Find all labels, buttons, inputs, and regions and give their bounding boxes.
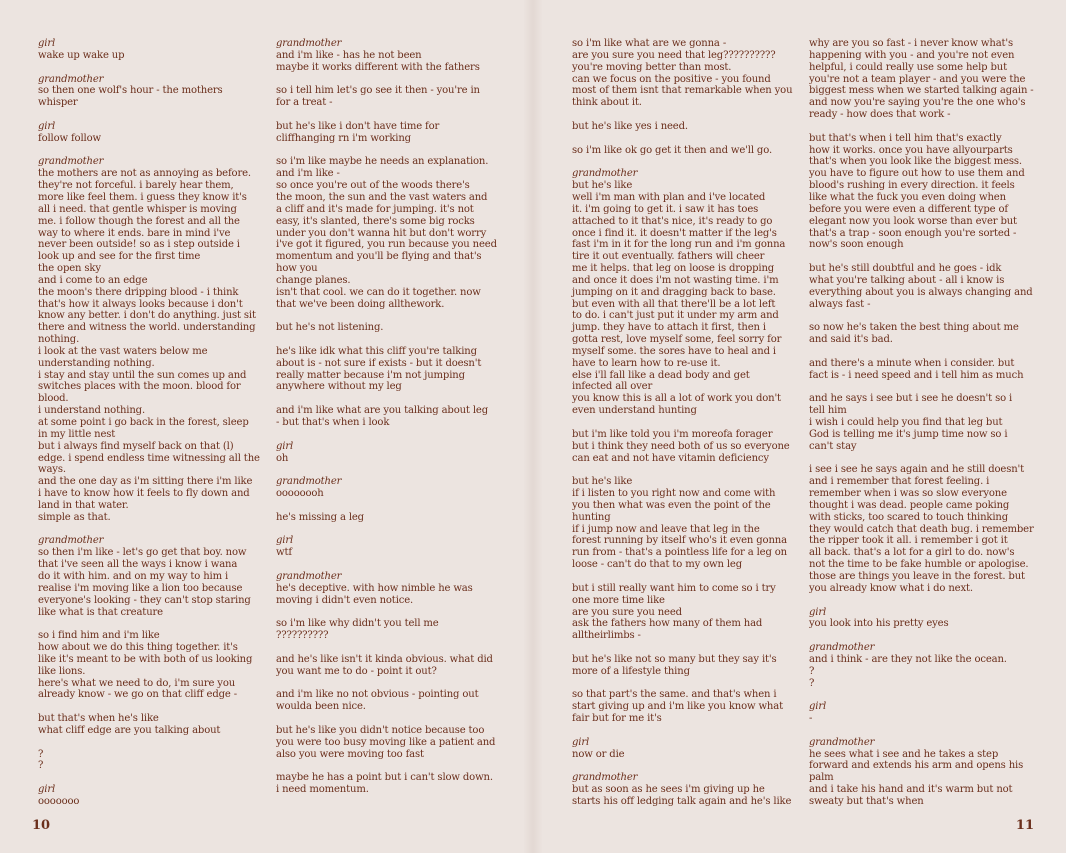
text-line: can eat and not have vitamin deficiency [572, 452, 769, 464]
text-line: but he's like [572, 476, 633, 488]
speaker-label: girl [276, 440, 294, 452]
text-line: how you [276, 263, 318, 275]
text-line: i've got it figured, you run because you need [276, 239, 497, 251]
text-block [572, 654, 794, 678]
text-block [276, 512, 504, 524]
text-line: you then what was even the point of the [572, 499, 771, 511]
text-block [572, 737, 794, 761]
text-line: so i tell him let's go see it then - you're in [276, 85, 480, 97]
text-line: ? [38, 760, 44, 772]
text-line: way to where it ends. bare in mind i've [38, 227, 231, 239]
text-block [572, 121, 794, 133]
text-line: like it's meant to be with both of us looking [38, 653, 253, 665]
text-line: he's missing a leg [276, 511, 364, 523]
text-line: follow follow [38, 132, 101, 144]
text-line: you look into his pretty eyes [809, 618, 949, 630]
text-line: happening with you - and you're not even [809, 49, 1015, 61]
text-line: also you were moving too fast [276, 748, 424, 760]
text-line: and he's like isn't it kinda obvious. what did [276, 653, 493, 665]
text-line: all back. that's a lot for a girl to do. now's [809, 547, 1015, 559]
text-line: jump. they have to attach it first, then i [572, 322, 766, 334]
text-line: so i'm like why didn't you tell me [276, 618, 439, 630]
text-line: the moon, the sun and the vast waters and [276, 191, 488, 203]
speaker-label: grandmother [276, 570, 342, 582]
text-line: but he's like you didn't notice because too [276, 724, 485, 736]
text-line: but i'm like told you i'm moreofa forager [572, 428, 773, 440]
text-block [38, 74, 268, 110]
text-line: alltheirlimbs - [572, 630, 641, 642]
text-line: you want me to do - point it out? [276, 665, 437, 677]
text-line: fast i'm in it for the long run and i'm gonna [572, 239, 786, 251]
text-block [572, 689, 794, 725]
text-line: what you're talking about - all i know is [809, 274, 1005, 286]
text-line: most of them isnt that remarkable when you [572, 85, 793, 97]
speaker-label: grandmother [572, 772, 638, 784]
text-line: why are you so fast - i never know what's [809, 38, 1014, 49]
text-block [809, 358, 1035, 382]
speaker-label: grandmother [809, 642, 875, 654]
text-line: what cliff edge are you talking about [38, 724, 221, 736]
text-line: the moon's there dripping blood - i think [38, 286, 239, 298]
text-block [809, 263, 1035, 310]
text-line: that's when you look like the biggest mess. [809, 156, 1022, 168]
page-number-right: 11 [1015, 818, 1034, 833]
text-line: and i remember that forest feeling. i [809, 476, 990, 488]
speaker-label: girl [38, 120, 56, 132]
text-line: moving i didn't even notice. [276, 594, 414, 606]
text-line: attached to it that's nice, it's ready to go [572, 215, 773, 227]
text-line: and i take his hand and it's warm but not [809, 784, 1013, 796]
text-line: that i've seen all the ways i know i wana [38, 559, 238, 571]
text-block [276, 121, 504, 145]
text-line: change planes. [276, 274, 351, 286]
text-block [809, 607, 1035, 631]
text-line: he's deceptive. with how nimble he was [276, 582, 473, 594]
text-line: so once you're out of the woods there's [276, 180, 470, 192]
text-line: look up and see for the first time [38, 251, 201, 263]
text-block [276, 405, 504, 429]
text-line: sweaty but that's when [809, 796, 924, 807]
text-line: and i'm like no not obvious - pointing out [276, 689, 479, 701]
text-line: the ripper took it all. i remember i got it [809, 535, 1008, 547]
text-block [572, 38, 794, 109]
text-line: and i'm like - [276, 168, 340, 180]
text-line: wake up wake up [38, 49, 125, 61]
text-line: and once it does i'm not wasting time. i'm [572, 274, 779, 286]
text-block [276, 535, 504, 559]
text-block [276, 476, 504, 500]
text-line: like what the fuck you even doing when [809, 191, 1006, 203]
text-line: biggest mess when we started talking again - [809, 85, 1034, 97]
speaker-label: girl [38, 38, 56, 49]
text-line: always fast - [809, 298, 871, 310]
text-line: me. i follow though the forest and all the [38, 215, 240, 227]
text-line: really matter because i'm not jumping [276, 369, 465, 381]
text-line: think about it. [572, 97, 642, 109]
speaker-label: grandmother [276, 38, 342, 49]
text-line: but i always find myself back on that (l) [38, 440, 234, 452]
text-line: but he's like i don't have time for [276, 120, 440, 132]
text-line: in my little nest [38, 428, 116, 440]
text-line: whisper [38, 97, 78, 109]
text-line: so i find him and i'm like [38, 630, 160, 642]
text-line: isn't that cool. we can do it together. now [276, 286, 481, 298]
text-block [276, 156, 504, 310]
text-line: can we focus on the positive - you found [572, 73, 771, 85]
text-line: those are things you leave in the forest. but [809, 570, 1025, 582]
text-block [276, 322, 504, 334]
speaker-label: grandmother [38, 535, 104, 547]
text-line: can't stay [809, 440, 857, 452]
text-block [38, 535, 268, 618]
text-line: ? [38, 748, 44, 760]
text-line: and now you're saying you're the one who's [809, 97, 1026, 109]
text-block [38, 38, 268, 62]
text-line: more of a lifestyle thing [572, 665, 690, 677]
text-line: but he's like not so many but they say it's [572, 653, 777, 665]
text-line: not the time to be fake humble or apologise. [809, 559, 1029, 571]
text-line: do it with him. and on my way to him i [38, 570, 229, 582]
text-line: understanding nothing. [38, 357, 155, 369]
text-block [809, 737, 1035, 808]
text-line: ask the fathers how many of them had [572, 618, 763, 630]
text-block [809, 38, 1035, 121]
text-block [38, 784, 268, 808]
text-line: run from - that's a pointless life for a leg on [572, 547, 787, 559]
text-line: about is - not sure if exists - but it doesn't [276, 357, 482, 369]
text-line: it. i'm going to get it. i saw it has toes [572, 203, 759, 215]
text-line: tell him [809, 405, 847, 417]
text-line: else i'll fall like a dead body and get [572, 369, 750, 381]
text-line: that we've been doing allthework. [276, 298, 445, 310]
text-line: that's a trap - soon enough you're sorted - [809, 227, 1017, 239]
text-line: so that part's the same. and that's when i [572, 689, 777, 701]
text-line: but that's when he's like [38, 713, 159, 725]
text-line: but i still really want him to come so i try [572, 582, 776, 594]
text-line: thought i was dead. people came poking [809, 499, 1010, 511]
text-line: fact is - i need speed and i tell him as much [809, 369, 1024, 381]
right-page [533, 0, 1066, 853]
text-block [276, 689, 504, 713]
text-block [572, 168, 794, 417]
text-block [276, 654, 504, 678]
text-line: if i listen to you right now and come with [572, 488, 776, 500]
page-number-left: 10 [32, 818, 51, 833]
text-line: but he's still doubtful and he goes - idk [809, 263, 1002, 275]
text-line: nothing. [38, 334, 80, 346]
text-line: before you were even a different type of [809, 203, 1008, 215]
text-line: infected all over [572, 381, 653, 393]
text-line: i need momentum. [276, 784, 369, 796]
text-line: - but that's when i look [276, 417, 390, 428]
text-line: never been outside! so as i step outside i [38, 239, 240, 251]
text-line: but he's like yes i need. [572, 120, 688, 132]
text-line: like what is that creature [38, 606, 163, 618]
text-line: i look at the vast waters below me [38, 345, 208, 357]
text-block [809, 322, 1035, 346]
text-line: under you don't wanna hit but don't worry [276, 227, 487, 239]
text-line: so i'm like ok go get it then and we'll go. [572, 144, 772, 156]
text-block [276, 618, 504, 642]
speaker-label: girl [809, 606, 827, 618]
text-line: and said it's bad. [809, 334, 893, 346]
speaker-label: girl [809, 701, 827, 713]
text-line: so i'm like what are we gonna - [572, 38, 727, 49]
text-line: blood. [38, 393, 69, 405]
text-line: so i'm like maybe he needs an explanation. [276, 156, 489, 168]
text-line: so now he's taken the best thing about me [809, 322, 1019, 334]
text-line: how it works. once you have allyourparts [809, 144, 1013, 156]
text-line: oooooooh [276, 488, 324, 500]
text-line: but he's not listening. [276, 322, 384, 334]
text-line: the open sky [38, 263, 101, 275]
text-block [38, 121, 268, 145]
text-line: you know this is all a lot of work you don't [572, 393, 781, 405]
speaker-label: girl [572, 736, 590, 748]
text-block [38, 749, 268, 773]
left-page-column-2 [276, 38, 504, 808]
text-block [572, 772, 794, 808]
text-line: so then i'm like - let's go get that boy. now [38, 547, 247, 559]
text-line: momentum and you'll be flying and that's [276, 251, 482, 263]
text-line: everything about you is always changing and [809, 286, 1033, 298]
text-line: and the one day as i'm sitting there i'm like [38, 476, 253, 488]
text-line: now or die [572, 748, 625, 760]
text-line: starts his off ledging talk again and he's like [572, 796, 792, 807]
text-line: but that's when i tell him that's exactly [809, 132, 1002, 144]
text-line: at some point i go back in the forest, sleep [38, 417, 249, 428]
text-line: i stay and stay until the sun comes up and [38, 369, 247, 381]
speaker-label: grandmother [572, 168, 638, 180]
text-line: maybe it works different with the fathers [276, 61, 480, 73]
text-line: and i'm like what are you talking about leg [276, 405, 488, 417]
text-line: you're not a team player - and you were the [809, 73, 1026, 85]
speaker-label: girl [276, 535, 294, 547]
text-line: jumping on it and dragging back to base. [572, 286, 776, 298]
text-line: have to learn how to re-use it. [572, 357, 721, 369]
text-line: woulda been nice. [276, 701, 366, 713]
text-line: they would catch that death bug. i remember [809, 523, 1034, 535]
text-line: tire it out eventually. fathers will cheer [572, 251, 765, 263]
text-line: simple as that. [38, 511, 111, 523]
text-block [276, 725, 504, 761]
text-line: for a treat - [276, 97, 333, 109]
text-line: and he says i see but i see he doesn't so i [809, 393, 1013, 405]
text-line: so then one wolf's hour - the mothers [38, 85, 223, 97]
text-block [572, 583, 794, 642]
text-line: fair but for me it's [572, 713, 662, 725]
text-block [276, 85, 504, 109]
text-line: ?????????? [276, 630, 329, 642]
text-line: start giving up and i'm like you know what [572, 701, 783, 713]
text-block [572, 476, 794, 571]
text-line: the mothers are not as annoying as before. [38, 168, 251, 180]
text-line: remember when i was so slow everyone [809, 488, 1007, 500]
text-line: everyone's looking - they can't stop staring [38, 594, 251, 606]
text-line: how about we do this thing together. it's [38, 642, 238, 654]
text-line: and i think - are they not like the ocean. [809, 653, 1007, 665]
speaker-label: grandmother [276, 476, 342, 488]
text-line: already know - we go on that cliff edge - [38, 689, 237, 701]
text-line: all i need. that gentle whisper is moving [38, 203, 237, 215]
text-line: helpful, i could really use some help but [809, 61, 1007, 73]
text-line: forward and extends his arm and opens his [809, 760, 1024, 772]
text-block [276, 38, 504, 74]
text-line: - [809, 713, 813, 725]
text-line: but i think they need both of us so everyone [572, 440, 790, 452]
text-line: oh [276, 452, 289, 464]
text-line: me it helps. that leg on loose is dropping [572, 263, 775, 275]
text-line: wtf [276, 547, 292, 559]
right-page-column-2 [809, 38, 1035, 820]
text-line: God is telling me it's jump time now so i [809, 428, 1008, 440]
speaker-label: grandmother [809, 736, 875, 748]
text-line: ways. [38, 464, 66, 476]
text-line: you have to figure out how to use them and [809, 168, 1025, 180]
text-line: i have to know how it feels to fly down and [38, 488, 250, 500]
text-line: cliffhanging rn i'm working [276, 132, 411, 144]
text-line: myself some. the sores have to heal and i [572, 345, 776, 357]
text-line: and there's a minute when i consider. but [809, 357, 1015, 369]
text-line: here's what we need to do, i'm sure you [38, 677, 236, 689]
text-line: i see i see he says again and he still doesn't [809, 464, 1025, 476]
text-block [38, 713, 268, 737]
text-block [38, 156, 268, 523]
text-block [572, 145, 794, 157]
text-line: edge. i spend endless time witnessing all the [38, 452, 260, 464]
text-line: elegant now you look worse than ever but [809, 215, 1017, 227]
speaker-label: girl [38, 784, 56, 796]
speaker-label: grandmother [38, 73, 104, 85]
text-line: well i'm man with plan and i've located [572, 191, 766, 203]
text-line: gotta rest, love myself some, feel sorry for [572, 334, 782, 346]
text-block [276, 441, 504, 465]
text-line: with sticks, too scared to touch thinking [809, 511, 1009, 523]
text-line: you're moving better than most. [572, 61, 732, 73]
text-block [276, 346, 504, 393]
text-line: that's how it always looks because i don't [38, 298, 243, 310]
text-line: and i'm like - has he not been [276, 49, 422, 61]
text-block [38, 630, 268, 701]
text-line: anywhere without my leg [276, 381, 402, 393]
text-line: like lions. [38, 665, 86, 677]
left-page-column-1 [38, 38, 268, 820]
text-line: you already know what i do next. [809, 582, 973, 594]
text-block [809, 133, 1035, 251]
text-line: a cliff and it's made for jumping. it's not [276, 203, 474, 215]
text-line: one more time like [572, 594, 665, 606]
text-line: even understand hunting [572, 405, 697, 417]
text-line: easy, it's slanted, there's some big rocks [276, 215, 475, 227]
text-line: forest running by itself who's it even gonna [572, 535, 787, 547]
text-block [276, 571, 504, 607]
text-line: he sees what i see and he takes a step [809, 748, 999, 760]
text-line: maybe he has a point but i can't slow down. [276, 772, 493, 784]
text-line: but as soon as he sees i'm giving up he [572, 784, 765, 796]
text-line: are you sure you need [572, 606, 682, 618]
text-line: i understand nothing. [38, 405, 145, 417]
text-line: once i find it. it doesn't matter if the leg's [572, 227, 777, 239]
text-line: more like feel them. i guess they know it's [38, 191, 247, 203]
text-line: i wish i could help you find that leg but [809, 417, 1003, 428]
text-line: ready - how does that work - [809, 109, 951, 121]
text-line: blood's rushing in every direction. it feels [809, 180, 1015, 192]
text-line: but even with all that there'll be a lot left [572, 298, 776, 310]
text-block [809, 701, 1035, 725]
text-line: are you sure you need that leg?????????? [572, 49, 776, 61]
text-block [809, 642, 1035, 689]
text-line: but he's like [572, 180, 633, 192]
text-line: switches places with the moon. blood for [38, 381, 241, 393]
text-line: loose - can't do that to my own leg [572, 559, 743, 571]
text-line: realise i'm moving like a lion too because [38, 582, 243, 594]
text-line: now's soon enough [809, 239, 904, 251]
text-line: know any better. i don't do anything. just sit [38, 310, 256, 322]
text-line: he's like idk what this cliff you're talking [276, 345, 477, 357]
text-line: palm [809, 772, 834, 784]
text-line: you were too busy moving like a patient and [276, 736, 496, 748]
text-line: land in that water. [38, 499, 129, 511]
text-line: ? [809, 665, 815, 677]
text-line: hunting [572, 511, 611, 523]
text-line: ooooooo [38, 796, 80, 807]
right-page-column-1 [572, 38, 794, 820]
text-line: ? [809, 677, 815, 689]
text-line: to do. i can't just put it under my arm and [572, 310, 779, 322]
text-line: if i jump now and leave that leg in the [572, 523, 760, 535]
text-block [572, 429, 794, 465]
text-block [809, 464, 1035, 594]
text-line: they're not forceful. i barely hear them, [38, 180, 234, 192]
text-line: there and witness the world. understanding [38, 322, 256, 334]
text-line: and i come to an edge [38, 274, 148, 286]
text-block [276, 772, 504, 796]
text-block [809, 393, 1035, 452]
speaker-label: grandmother [38, 156, 104, 168]
